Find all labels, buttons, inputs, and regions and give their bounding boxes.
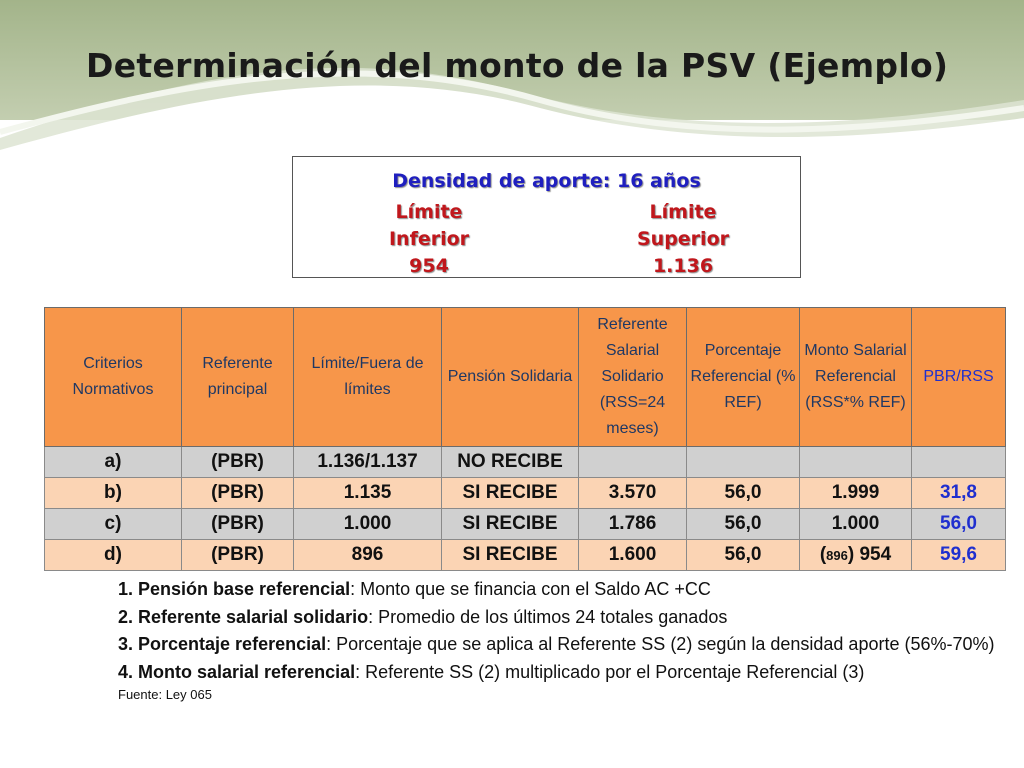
- density-title: Densidad de aporte: 16 años: [392, 170, 701, 192]
- upper-limit-label-2: Superior: [636, 228, 729, 250]
- cell-limite: 896: [294, 540, 442, 571]
- upper-limit-label-1: Límite: [649, 201, 717, 223]
- cell-porcentaje: 56,0: [687, 509, 800, 540]
- col-header-pbr-rss: PBR/RSS: [912, 308, 1006, 447]
- note-desc: : Promedio de los últimos 24 totales ganados: [368, 606, 728, 627]
- note-term: 3. Porcentaje referencial: [118, 634, 327, 654]
- upper-limit: [583, 199, 783, 280]
- cell-monto: [800, 540, 912, 571]
- cell-referente: (PBR): [182, 540, 294, 571]
- table-row: [45, 478, 1006, 509]
- cell-pbr-rss: [912, 447, 1006, 478]
- cell-pbr-rss: 31,8: [912, 478, 1006, 509]
- monto-open-paren: (: [819, 544, 827, 565]
- cell-porcentaje: 56,0: [687, 478, 800, 509]
- cell-pension: SI RECIBE: [442, 478, 579, 509]
- psv-table: [44, 307, 1006, 571]
- cell-pbr-rss: 56,0: [912, 509, 1006, 540]
- cell-pension: NO RECIBE: [442, 447, 579, 478]
- cell-rss: [579, 447, 687, 478]
- upper-limit-value: 1.136: [652, 255, 714, 277]
- note-desc: : Referente SS (2) multiplicado por el Porcentaje Referencial (3): [355, 661, 865, 682]
- note-term: 2. Referente salarial solidario: [118, 606, 369, 627]
- monto-small-value: 896: [826, 548, 848, 563]
- cell-pbr-rss: 59,6: [912, 540, 1006, 571]
- cell-limite: 1.136/1.137: [294, 447, 442, 478]
- col-header-criterios: Criterios Normativos: [45, 308, 182, 447]
- lower-limit-value: 954: [409, 255, 449, 277]
- page-title: Determinación del monto de la PSV (Ejemplo): [86, 46, 949, 85]
- cell-criterio: d): [45, 540, 182, 571]
- table-row: [45, 447, 1006, 478]
- table-row: [45, 540, 1006, 571]
- col-header-limite: Límite/Fuera de límites: [294, 308, 442, 447]
- cell-pension: SI RECIBE: [442, 509, 579, 540]
- monto-rest: ) 954: [847, 544, 892, 565]
- note-item: [118, 659, 998, 687]
- cell-limite: 1.000: [294, 509, 442, 540]
- note-item: [118, 631, 998, 659]
- cell-monto: 1.999: [800, 478, 912, 509]
- note-item: [118, 604, 998, 632]
- cell-criterio: a): [45, 447, 182, 478]
- col-header-pension: Pensión Solidaria: [442, 308, 579, 447]
- density-box: [292, 156, 801, 278]
- table-header-row: [45, 308, 1006, 447]
- cell-monto: [800, 447, 912, 478]
- lower-limit-label-2: Inferior: [388, 228, 470, 250]
- cell-rss: 3.570: [579, 478, 687, 509]
- source-text: Fuente: Ley 065: [118, 687, 212, 702]
- cell-pension: SI RECIBE: [442, 540, 579, 571]
- lower-limit: [329, 199, 529, 280]
- note-desc: : Porcentaje que se aplica al Referente SS (2) según la densidad aporte (56%-70%): [326, 634, 995, 654]
- cell-rss: 1.786: [579, 509, 687, 540]
- cell-referente: (PBR): [182, 447, 294, 478]
- note-item: [118, 576, 998, 604]
- cell-rss: 1.600: [579, 540, 687, 571]
- cell-referente: (PBR): [182, 478, 294, 509]
- cell-monto: 1.000: [800, 509, 912, 540]
- note-term: 1. Pensión base referencial: [118, 579, 351, 599]
- cell-limite: 1.135: [294, 478, 442, 509]
- cell-criterio: c): [45, 509, 182, 540]
- col-header-referente: Referente principal: [182, 308, 294, 447]
- cell-criterio: b): [45, 478, 182, 509]
- note-desc: : Monto que se financia con el Saldo AC +CC: [350, 579, 711, 599]
- col-header-monto: Monto Salarial Referencial (RSS*% REF): [800, 308, 912, 447]
- note-term: 4. Monto salarial referencial: [118, 661, 356, 682]
- col-header-porcentaje: Porcentaje Referencial (% REF): [687, 308, 800, 447]
- header-banner: [0, 0, 1024, 175]
- cell-porcentaje: 56,0: [687, 540, 800, 571]
- notes: [118, 576, 998, 704]
- table-row: [45, 509, 1006, 540]
- cell-referente: (PBR): [182, 509, 294, 540]
- cell-porcentaje: [687, 447, 800, 478]
- lower-limit-label-1: Límite: [395, 201, 463, 223]
- col-header-rss: Referente Salarial Solidario (RSS=24 meses): [579, 308, 687, 447]
